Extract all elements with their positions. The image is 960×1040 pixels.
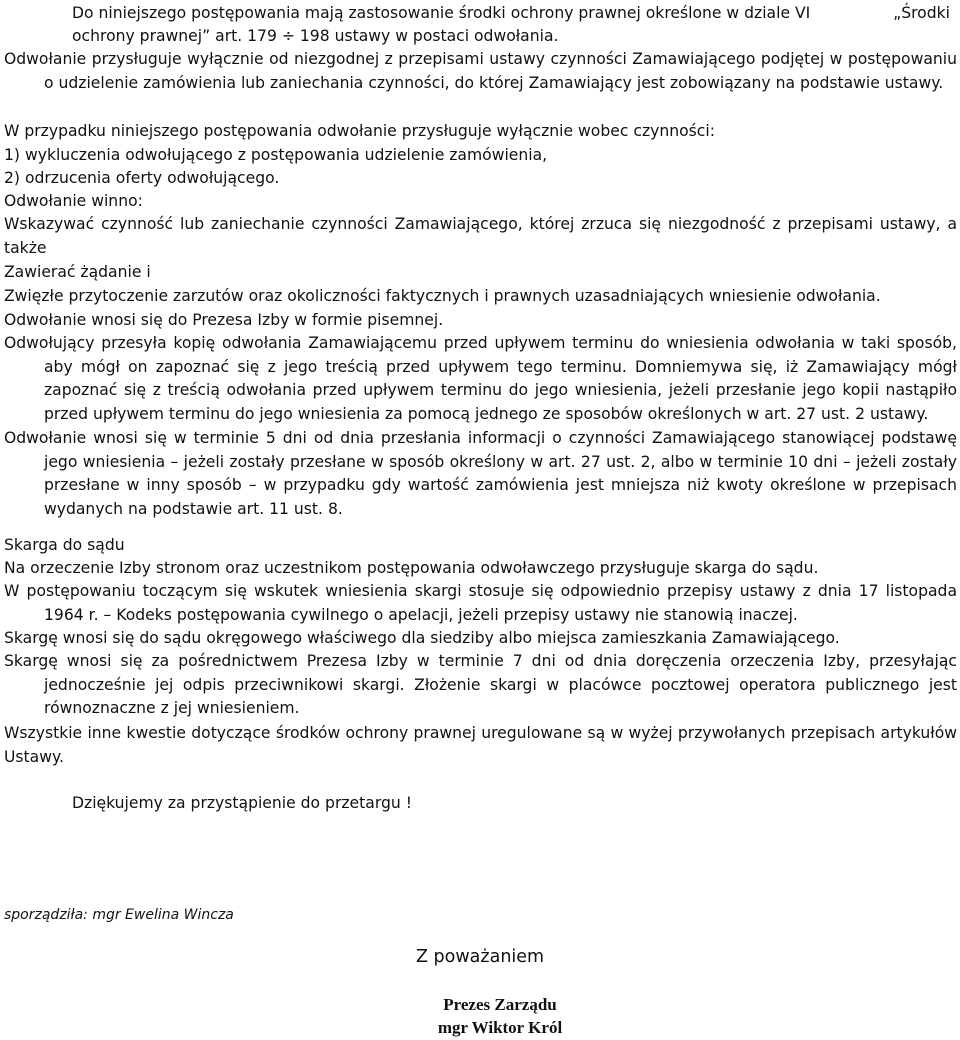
paragraph-deadline: Odwołanie wnosi się w terminie 5 dni od dnia przesłania informacji o czynności Zamawiającego stanowiącej podstawę jego wniesienia – jeżeli zostały przesłane w sposób określony w art. 27 ust. 2, albo w terminie 10 dni – jeżeli zostały przesłane w inny sposób – w przypadku gdy wartość zamówienia jest mniejsza niż kwoty określone w przepisach wydanych na podstawie art. 11 ust. 8. — [4, 429, 957, 518]
list-item-rejection: 2) odrzucenia oferty odwołującego. — [4, 169, 280, 187]
paragraph-appeal-scope: Odwołanie przysługuje wyłącznie od niezgodnej z przepisami ustawy czynności Zamawiającego podjętej w postępowaniu o udzielenie zamówienia lub zaniechania czynności, do której Zamawiający jest zobowiązany na podstawie ustawy. — [4, 50, 957, 92]
intro-line-2: ochrony prawnej” art. 179 ÷ 198 ustawy w postaci odwołania. — [72, 27, 559, 45]
thanks-line: Dziękujemy za przystąpienie do przetargu ! — [72, 794, 412, 812]
paragraph-indicate-action: Wskazywać czynność lub zaniechanie czynności Zamawiającego, której zrzuca się niezgodność z przepisami ustawy, a także — [4, 215, 957, 257]
signatory-title: Prezes Zarządu — [443, 995, 557, 1014]
list-item-exclusion: 1) wykluczenia odwołującego z postępowania udzielenie zamówienia, — [4, 146, 548, 164]
paragraph-appeal-actions: W przypadku niniejszego postępowania odwołanie przysługuje wyłącznie wobec czynności: — [4, 122, 715, 140]
paragraph-complaint-right: Na orzeczenie Izby stronom oraz uczestnikom postępowania odwoławczego przysługuje skarga do sądu. — [4, 559, 819, 577]
section-heading-complaint: Skarga do sądu — [4, 536, 125, 554]
paragraph-demand: Zawierać żądanie i — [4, 263, 151, 281]
intro-line-1-right: „Środki — [893, 4, 950, 22]
paragraph-allegations: Zwięzłe przytoczenie zarzutów oraz okoliczności faktycznych i prawnych uzasadniających wniesienie odwołania. — [4, 287, 881, 305]
prepared-by: sporządziła: mgr Ewelina Wincza — [4, 907, 234, 923]
paragraph-appeal-should: Odwołanie winno: — [4, 192, 143, 210]
regards: Z poważaniem — [416, 947, 545, 967]
paragraph-copy-to-contractor: Odwołujący przesyła kopię odwołania Zamawiającemu przed upływem terminu do wniesienia odwołania w taki sposób, aby mógł on zapoznać się z jego treścią przed upływem tego terminu. Domniemywa się, iż Zamawiający mógł zapoznać się z treścią odwołania przed upływem terminu do jego wniesienia, jeżeli przesłanie jego kopii nastąpiło przed upływem terminu do jego wniesienia za pomocą jednego ze sposobów określonych w art. 27 ust. 2 ustawy. — [4, 334, 957, 423]
intro-line-1: Do niniejszego postępowania mają zastosowanie środki ochrony prawnej określone w dziale VI — [72, 4, 811, 22]
paragraph-other-issues: Wszystkie inne kwestie dotyczące środków ochrony prawnej uregulowane są w wyżej przywołanych przepisach artykułów Ustawy. — [4, 724, 957, 766]
paragraph-civil-code: W postępowaniu toczącym się wskutek wniesienia skargi stosuje się odpowiednio przepisy ustawy z dnia 17 listopada 1964 r. – Kodeks postępowania cywilnego o apelacji, jeżeli przepisy ustawy nie stanowią inaczej. — [4, 582, 957, 624]
paragraph-submit-to-president: Odwołanie wnosi się do Prezesa Izby w formie pisemnej. — [4, 311, 444, 329]
paragraph-district-court: Skargę wnosi się do sądu okręgowego właściwego dla siedziby albo miejsca zamieszkania Zamawiającego. — [4, 629, 840, 647]
signatory-name: mgr Wiktor Król — [437, 1018, 563, 1037]
paragraph-complaint-deadline: Skargę wnosi się za pośrednictwem Prezesa Izby w terminie 7 dni od dnia doręczenia orzeczenia Izby, przesyłając jednocześnie jej odpis przeciwnikowi skargi. Złożenie skargi w placówce pocztowej operatora publicznego jest równoznaczne z jej wniesieniem. — [4, 652, 957, 717]
